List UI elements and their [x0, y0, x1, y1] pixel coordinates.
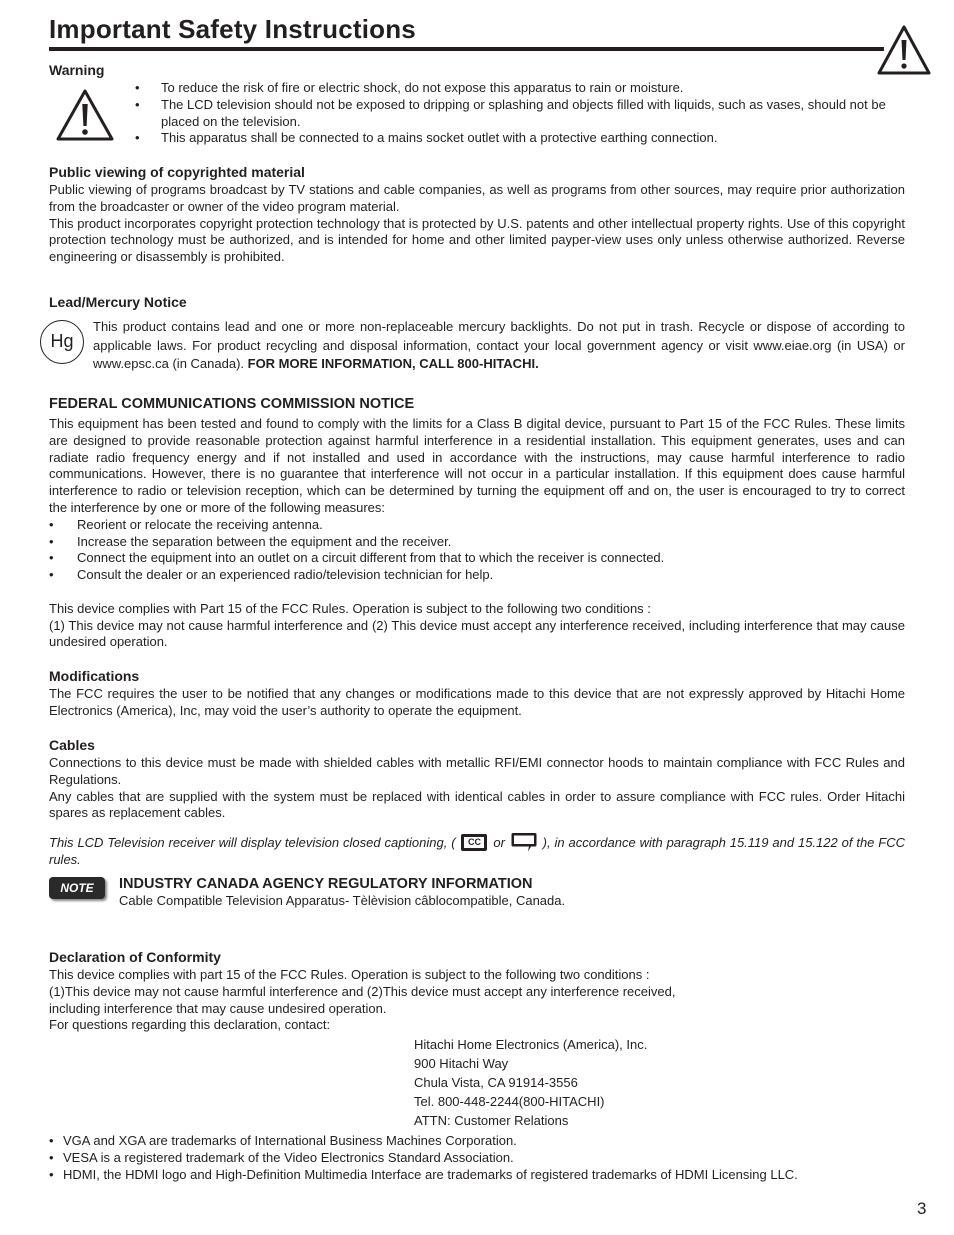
mercury-text-block — [93, 318, 905, 374]
page-title: Important Safety Instructions — [49, 14, 416, 44]
note-heading: INDUSTRY CANADA AGENCY REGULATORY INFORMATION — [119, 876, 533, 892]
captioning-mid: or — [489, 835, 509, 850]
page-number: 3 — [917, 1199, 927, 1218]
mercury-section — [49, 294, 905, 312]
warning-section — [49, 62, 905, 80]
trademark-item: • HDMI, the HDMI logo and High-Definition Multimedia Interface are trademarks of registered trademarks of HDMI Licensing LLC. — [49, 1167, 905, 1184]
modifications-heading: Modifications — [49, 668, 140, 684]
modifications-section — [49, 668, 905, 720]
warning-bullet: • This apparatus shall be connected to a mains socket outlet with a protective earthing connection. — [135, 130, 905, 147]
cables-para-2: Any cables that are supplied with the system must be replaced with identical cables in order to assure compliance with FCC rules. Order Hitachi spares as replacement cables. — [49, 788, 905, 821]
trademark-item: • VGA and XGA are trademarks of International Business Machines Corporation. — [49, 1133, 905, 1150]
copyright-para-2: This product incorporates copyright protection technology that is protected by U.S. patents and other intellectual property rights. Use of this copyright protection technology must be authorized, and is intended for home and other limited payper-view uses only unless otherwise authorized. Reverse engineering or disassembly is prohibited. — [49, 215, 905, 265]
fcc-bullet: • Connect the equipment into an outlet on a circuit different from that to which the receiver is connected. — [49, 550, 905, 567]
captioning-section — [49, 832, 905, 869]
conformity-line: For questions regarding this declaration, contact: — [49, 1017, 331, 1033]
fcc-bullet: • Reorient or relocate the receiving antenna. — [49, 517, 905, 534]
address-line: Tel. 800-448-2244(800-HITACHI) — [414, 1094, 605, 1109]
warning-bullets — [135, 80, 905, 147]
captioning-pre: This LCD Television receiver will display television closed captioning, ( — [49, 835, 460, 850]
cc-icon — [461, 834, 487, 851]
conformity-heading: Declaration of Conformity — [49, 949, 221, 965]
captioning-post: ), in accordance with paragraph 15.119 and 15.122 of the FCC rules. — [49, 835, 905, 867]
mercury-hg-icon: Hg — [40, 320, 84, 364]
cables-para-1: Connections to this device must be made with shielded cables with metallic RFI/EMI connector hoods to maintain compliance with FCC Rules and Regulations. — [49, 755, 905, 787]
conformity-line: This device complies with part 15 of the FCC Rules. Operation is subject to the following two conditions : — [49, 967, 650, 982]
contact-address — [414, 1035, 647, 1130]
speech-bubble-icon — [511, 832, 537, 852]
fcc-bullet: • Increase the separation between the equipment and the receiver. — [49, 534, 905, 551]
warning-icon — [55, 88, 115, 142]
copyright-para-1: Public viewing of programs broadcast by TV stations and cable companies, as well as programs from other sources, may require prior authorization from the broadcaster or owner of the video program material. — [49, 182, 905, 214]
address-line: Hitachi Home Electronics (America), Inc. — [414, 1037, 648, 1052]
modifications-text: The FCC requires the user to be notified that any changes or modifications made to this device that are not expressly approved by Hitachi Home Electronics (America), Inc, may void the user’s authority to operate the equipment. — [49, 686, 905, 718]
cables-section — [49, 737, 905, 822]
address-line: ATTN: Customer Relations — [414, 1113, 569, 1128]
cables-heading: Cables — [49, 737, 95, 753]
mercury-heading: Lead/Mercury Notice — [49, 294, 187, 310]
trademarks-section — [49, 1133, 905, 1183]
title-rule — [49, 47, 884, 51]
conformity-section — [49, 949, 905, 1034]
copyright-heading: Public viewing of copyrighted material — [49, 164, 305, 180]
fcc-para: This equipment has been tested and found to comply with the limits for a Class B digital device, pursuant to Part 15 of the FCC Rules. These limits are designed to provide reasonable protection against harmful interference in a residential installation. This equipment generates, uses and can radiate radio frequency energy and if not installed and used in accordance with the instructions, may cause harmful interference to radio communications. However, there is no guarantee that interference will not occur in a particular installation. If this equipment does cause harmful interference to radio or television reception, which can be determined by turning the equipment off and on, the user is encouraged to try to correct the interference by one or more of the following measures: — [49, 416, 905, 515]
note-text: Cable Compatible Television Apparatus- Tèlèvision câblocompatible, Canada. — [119, 893, 566, 908]
fcc-comply-1: This device complies with Part 15 of the FCC Rules. Operation is subject to the following two conditions : — [49, 600, 651, 616]
address-line: Chula Vista, CA 91914-3556 — [414, 1075, 578, 1090]
note-section — [119, 876, 905, 910]
conformity-line: including interference that may cause undesired operation. — [49, 1000, 387, 1016]
warning-bullet: • To reduce the risk of fire or electric shock, do not expose this apparatus to rain or moisture. — [135, 80, 905, 97]
fcc-bullet: • Consult the dealer or an experienced radio/television technician for help. — [49, 567, 905, 584]
copyright-section — [49, 164, 905, 266]
warning-bullet: • The LCD television should not be exposed to dripping or splashing and objects filled with liquids, such as vases, should not be placed on the television. — [135, 97, 905, 131]
mercury-text: This product contains lead and one or more non-replaceable mercury backlights. Do not put in trash. Recycle or dispose of according to applicable laws. For product recycling and disposal information, contact your local government agency or visit www.eiae.org (in USA) or www.epsc.ca (in Canada). — [93, 319, 905, 372]
trademark-item: • VESA is a registered trademark of the Video Electronics Standard Association. — [49, 1150, 905, 1167]
note-badge: NOTE — [49, 877, 105, 899]
fcc-section — [49, 396, 905, 651]
fcc-heading: FEDERAL COMMUNICATIONS COMMISSION NOTICE — [49, 396, 415, 412]
cc-icon-label: CC — [464, 837, 484, 848]
conformity-line: (1)This device may not cause harmful interference and (2)This device must accept any interference received, — [49, 983, 676, 999]
address-line: 900 Hitachi Way — [414, 1056, 509, 1071]
fcc-comply-2: (1) This device may not cause harmful interference and (2) This device must accept any interference received, including interference that may cause undesired operation. — [49, 617, 905, 650]
warning-heading: Warning — [49, 62, 105, 78]
mercury-call: FOR MORE INFORMATION, CALL 800-HITACHI. — [247, 356, 539, 372]
